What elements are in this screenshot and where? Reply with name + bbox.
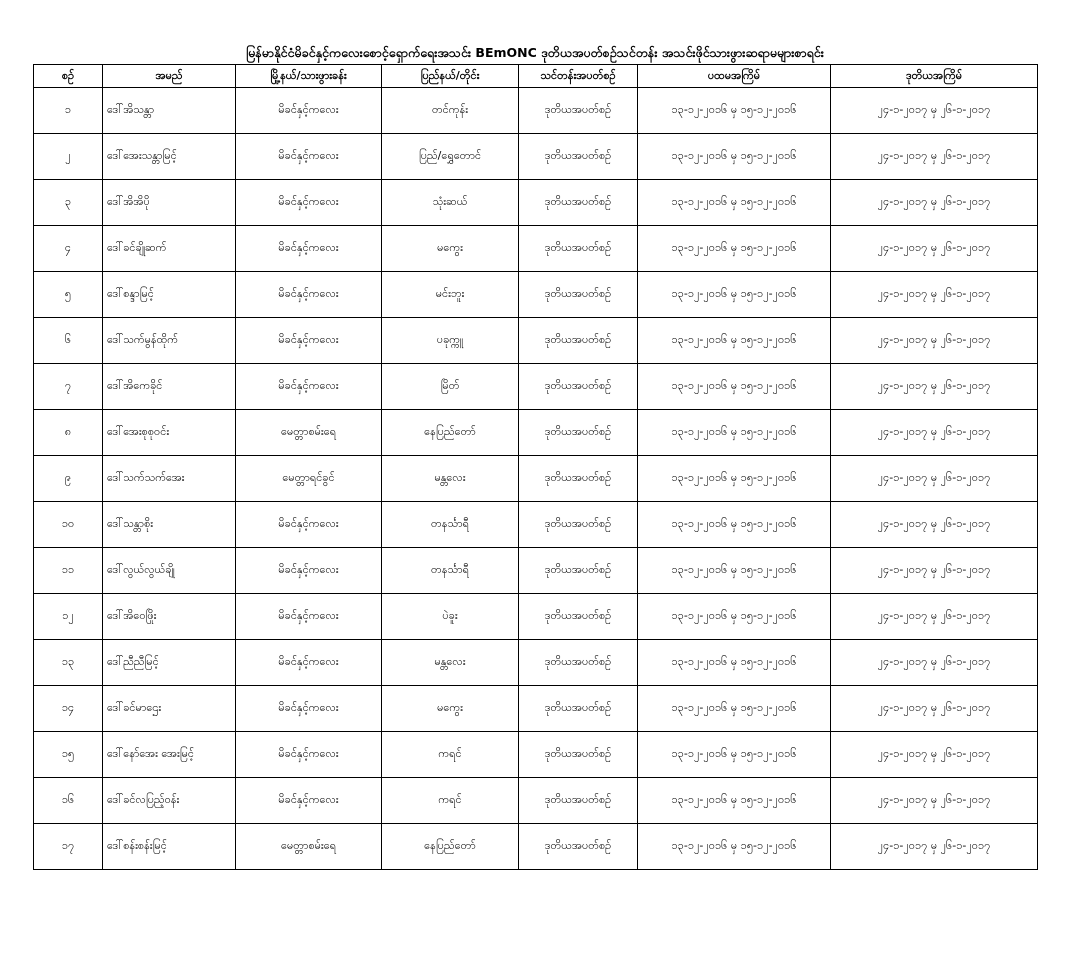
cell-first-session: ၁၃-၁၂-၂၀၁၆ မှ ၁၅-၁၂-၂၀၁၆ <box>638 318 831 364</box>
header-region: ပြည်နယ်/တိုင်း <box>382 65 519 88</box>
cell-name: ဒေါ်ညီညီမြင့် <box>103 640 236 686</box>
cell-no: ၅ <box>34 272 103 318</box>
cell-no: ၉ <box>34 456 103 502</box>
cell-region: မင်းဘူး <box>382 272 519 318</box>
cell-course: ဒုတိယအပတ်စဉ် <box>519 410 638 456</box>
cell-first-session: ၁၃-၁၂-၂၀၁၆ မှ ၁၅-၁၂-၂၀၁၆ <box>638 732 831 778</box>
cell-second-session: ၂၄-၁-၂၀၁၇ မှ ၂၆-၁-၂၀၁၇ <box>831 456 1038 502</box>
cell-name: ဒေါ်သက်မွန်ထိုက် <box>103 318 236 364</box>
cell-first-session: ၁၃-၁၂-၂၀၁၆ မှ ၁၅-၁၂-၂၀၁၆ <box>638 686 831 732</box>
cell-no: ၁၇ <box>34 824 103 870</box>
cell-first-session: ၁၃-၁၂-၂၀၁၆ မှ ၁၅-၁၂-၂၀၁၆ <box>638 548 831 594</box>
cell-township: မိခင်နှင့်ကလေး <box>236 226 382 272</box>
cell-course: ဒုတိယအပတ်စဉ် <box>519 778 638 824</box>
trainee-table <box>33 64 1038 870</box>
cell-township: မိခင်နှင့်ကလေး <box>236 134 382 180</box>
cell-course: ဒုတိယအပတ်စဉ် <box>519 594 638 640</box>
cell-course: ဒုတိယအပတ်စဉ် <box>519 502 638 548</box>
cell-first-session: ၁၃-၁၂-၂၀၁၆ မှ ၁၅-၁၂-၂၀၁၆ <box>638 640 831 686</box>
cell-name: ဒေါ်စန်းစန်းမြင့် <box>103 824 236 870</box>
cell-township: မိခင်နှင့်ကလေး <box>236 548 382 594</box>
table-row <box>34 594 1038 640</box>
cell-first-session: ၁၃-၁၂-၂၀၁၆ မှ ၁၅-၁၂-၂၀၁၆ <box>638 502 831 548</box>
cell-region: ပဲခူး <box>382 594 519 640</box>
cell-first-session: ၁၃-၁၂-၂၀၁၆ မှ ၁၅-၁၂-၂၀၁၆ <box>638 272 831 318</box>
header-no: စဉ် <box>34 65 103 88</box>
cell-township: မိခင်နှင့်ကလေး <box>236 364 382 410</box>
cell-name: ဒေါ်အိသန္တာ <box>103 88 236 134</box>
table-row <box>34 88 1038 134</box>
cell-second-session: ၂၄-၁-၂၀၁၇ မှ ၂၆-၁-၂၀၁၇ <box>831 134 1038 180</box>
cell-name: ဒေါ်စန္ဒာမြင့် <box>103 272 236 318</box>
cell-course: ဒုတိယအပတ်စဉ် <box>519 180 638 226</box>
cell-region: သုံးဆယ် <box>382 180 519 226</box>
cell-first-session: ၁၃-၁၂-၂၀၁၆ မှ ၁၅-၁၂-၂၀၁၆ <box>638 778 831 824</box>
cell-no: ၂ <box>34 134 103 180</box>
cell-township: မိခင်နှင့်ကလေး <box>236 502 382 548</box>
cell-course: ဒုတိယအပတ်စဉ် <box>519 272 638 318</box>
cell-name: ဒေါ်ခင်မာဌေး <box>103 686 236 732</box>
cell-second-session: ၂၄-၁-၂၀၁၇ မှ ၂၆-၁-၂၀၁၇ <box>831 824 1038 870</box>
cell-name: ဒေါ်အိကေခိုင် <box>103 364 236 410</box>
cell-no: ၁ <box>34 88 103 134</box>
cell-township: မိခင်နှင့်ကလေး <box>236 594 382 640</box>
table-row <box>34 134 1038 180</box>
cell-no: ၁၄ <box>34 686 103 732</box>
cell-first-session: ၁၃-၁၂-၂၀၁၆ မှ ၁၅-၁၂-၂၀၁၆ <box>638 364 831 410</box>
cell-township: မိခင်နှင့်ကလေး <box>236 778 382 824</box>
table-row <box>34 548 1038 594</box>
table-row <box>34 732 1038 778</box>
cell-no: ၇ <box>34 364 103 410</box>
cell-name: ဒေါ်အိဝေဖြိုး <box>103 594 236 640</box>
cell-second-session: ၂၄-၁-၂၀၁၇ မှ ၂၆-၁-၂၀၁၇ <box>831 548 1038 594</box>
cell-township: မိခင်နှင့်ကလေး <box>236 88 382 134</box>
cell-no: ၁၆ <box>34 778 103 824</box>
cell-first-session: ၁၃-၁၂-၂၀၁၆ မှ ၁၅-၁၂-၂၀၁၆ <box>638 134 831 180</box>
cell-township: မေတ္တာစမ်းရေ <box>236 410 382 456</box>
cell-no: ၁၀ <box>34 502 103 548</box>
cell-no: ၁၃ <box>34 640 103 686</box>
cell-course: ဒုတိယအပတ်စဉ် <box>519 364 638 410</box>
cell-course: ဒုတိယအပတ်စဉ် <box>519 732 638 778</box>
cell-course: ဒုတိယအပတ်စဉ် <box>519 824 638 870</box>
header-name: အမည် <box>103 65 236 88</box>
cell-region: မန္တလေး <box>382 640 519 686</box>
cell-township: မိခင်နှင့်ကလေး <box>236 180 382 226</box>
cell-township: မေတ္တာရင်ခွင် <box>236 456 382 502</box>
cell-name: ဒေါ်အိအိပို <box>103 180 236 226</box>
cell-township: မိခင်နှင့်ကလေး <box>236 272 382 318</box>
cell-course: ဒုတိယအပတ်စဉ် <box>519 686 638 732</box>
cell-course: ဒုတိယအပတ်စဉ် <box>519 318 638 364</box>
table-row <box>34 778 1038 824</box>
cell-region: မကွေး <box>382 226 519 272</box>
cell-second-session: ၂၄-၁-၂၀၁၇ မှ ၂၆-၁-၂၀၁၇ <box>831 686 1038 732</box>
cell-region: ပြည်/ရွှေတောင် <box>382 134 519 180</box>
cell-name: ဒေါ်သန္တာစိုး <box>103 502 236 548</box>
cell-name: ဒေါ်ခင်ချိုဆက် <box>103 226 236 272</box>
cell-course: ဒုတိယအပတ်စဉ် <box>519 134 638 180</box>
table-row <box>34 502 1038 548</box>
cell-region: နေပြည်တော် <box>382 410 519 456</box>
cell-township: မိခင်နှင့်ကလေး <box>236 732 382 778</box>
cell-second-session: ၂၄-၁-၂၀၁၇ မှ ၂၆-၁-၂၀၁၇ <box>831 732 1038 778</box>
cell-second-session: ၂၄-၁-၂၀၁၇ မှ ၂၆-၁-၂၀၁၇ <box>831 88 1038 134</box>
cell-first-session: ၁၃-၁၂-၂၀၁၆ မှ ၁၅-၁၂-၂၀၁၆ <box>638 180 831 226</box>
cell-region: မြိတ် <box>382 364 519 410</box>
table-row <box>34 272 1038 318</box>
cell-no: ၈ <box>34 410 103 456</box>
cell-no: ၄ <box>34 226 103 272</box>
cell-region: ကရင် <box>382 778 519 824</box>
cell-region: ပခုက္ကူ <box>382 318 519 364</box>
table-row <box>34 226 1038 272</box>
cell-second-session: ၂၄-၁-၂၀၁၇ မှ ၂၆-၁-၂၀၁၇ <box>831 640 1038 686</box>
cell-second-session: ၂၄-၁-၂၀၁၇ မှ ၂၆-၁-၂၀၁၇ <box>831 272 1038 318</box>
cell-no: ၃ <box>34 180 103 226</box>
cell-first-session: ၁၃-၁၂-၂၀၁၆ မှ ၁၅-၁၂-၂၀၁၆ <box>638 456 831 502</box>
cell-region: ကရင် <box>382 732 519 778</box>
cell-second-session: ၂၄-၁-၂၀၁၇ မှ ၂၆-၁-၂၀၁၇ <box>831 410 1038 456</box>
cell-no: ၁၂ <box>34 594 103 640</box>
cell-township: မိခင်နှင့်ကလေး <box>236 318 382 364</box>
cell-region: တနင်္သာရီ <box>382 548 519 594</box>
table-row <box>34 364 1038 410</box>
cell-second-session: ၂၄-၁-၂၀၁၇ မှ ၂၆-၁-၂၀၁၇ <box>831 594 1038 640</box>
cell-second-session: ၂၄-၁-၂၀၁၇ မှ ၂၆-၁-၂၀၁၇ <box>831 778 1038 824</box>
cell-second-session: ၂၄-၁-၂၀၁၇ မှ ၂၆-၁-၂၀၁၇ <box>831 226 1038 272</box>
cell-region: မကွေး <box>382 686 519 732</box>
table-row <box>34 640 1038 686</box>
table-row <box>34 456 1038 502</box>
cell-second-session: ၂၄-၁-၂၀၁၇ မှ ၂၆-၁-၂၀၁၇ <box>831 318 1038 364</box>
cell-first-session: ၁၃-၁၂-၂၀၁၆ မှ ၁၅-၁၂-၂၀၁၆ <box>638 594 831 640</box>
cell-first-session: ၁၃-၁၂-၂၀၁၆ မှ ၁၅-၁၂-၂၀၁၆ <box>638 88 831 134</box>
table-row <box>34 180 1038 226</box>
cell-first-session: ၁၃-၁၂-၂၀၁၆ မှ ၁၅-၁၂-၂၀၁၆ <box>638 410 831 456</box>
cell-region: တင်ကုန်း <box>382 88 519 134</box>
cell-name: ဒေါ်လွယ်လွယ်ချို <box>103 548 236 594</box>
header-first-session: ပထမအကြိမ် <box>638 65 831 88</box>
header-township: မြို့နယ်/သားဖွားခန်း <box>236 65 382 88</box>
cell-region: မန္တလေး <box>382 456 519 502</box>
cell-course: ဒုတိယအပတ်စဉ် <box>519 548 638 594</box>
document-title: မြန်မာနိုင်ငံမိခင်နှင့်ကလေးစောင့်ရှောက်ရေးအသင်း BEmONC ဒုတိယအပတ်စဉ်သင်တန်း အသင်းဖိုင်သားဖွားဆရာမများစာရင်း <box>246 45 824 60</box>
cell-no: ၁၅ <box>34 732 103 778</box>
cell-name: ဒေါ်သက်သက်အေး <box>103 456 236 502</box>
cell-second-session: ၂၄-၁-၂၀၁၇ မှ ၂၆-၁-၂၀၁၇ <box>831 364 1038 410</box>
header-second-session: ဒုတိယအကြိမ် <box>831 65 1038 88</box>
header-course: သင်တန်းအပတ်စဉ် <box>519 65 638 88</box>
table-row <box>34 824 1038 870</box>
cell-second-session: ၂၄-၁-၂၀၁၇ မှ ၂၆-၁-၂၀၁၇ <box>831 180 1038 226</box>
cell-no: ၁၁ <box>34 548 103 594</box>
cell-second-session: ၂၄-၁-၂၀၁၇ မှ ၂၆-၁-၂၀၁၇ <box>831 502 1038 548</box>
cell-first-session: ၁၃-၁၂-၂၀၁၆ မှ ၁၅-၁၂-၂၀၁၆ <box>638 824 831 870</box>
cell-course: ဒုတိယအပတ်စဉ် <box>519 88 638 134</box>
cell-township: မေတ္တာစမ်းရေ <box>236 824 382 870</box>
cell-name: ဒေါ်ခင်လပြည့်ဝန်း <box>103 778 236 824</box>
cell-course: ဒုတိယအပတ်စဉ် <box>519 640 638 686</box>
cell-course: ဒုတိယအပတ်စဉ် <box>519 226 638 272</box>
table-row <box>34 686 1038 732</box>
cell-township: မိခင်နှင့်ကလေး <box>236 640 382 686</box>
cell-name: ဒေါ်အေးစုစုဝင်း <box>103 410 236 456</box>
cell-name: ဒေါ်အေးသန္တာမြင့် <box>103 134 236 180</box>
cell-no: ၆ <box>34 318 103 364</box>
cell-name: ဒေါ်နော်အေး အေးမြင့် <box>103 732 236 778</box>
table-row <box>34 410 1038 456</box>
cell-course: ဒုတိယအပတ်စဉ် <box>519 456 638 502</box>
cell-first-session: ၁၃-၁၂-၂၀၁၆ မှ ၁၅-၁၂-၂၀၁၆ <box>638 226 831 272</box>
cell-region: တနင်္သာရီ <box>382 502 519 548</box>
table-header-row <box>34 65 1038 88</box>
cell-township: မိခင်နှင့်ကလေး <box>236 686 382 732</box>
table-row <box>34 318 1038 364</box>
cell-region: နေပြည်တော် <box>382 824 519 870</box>
